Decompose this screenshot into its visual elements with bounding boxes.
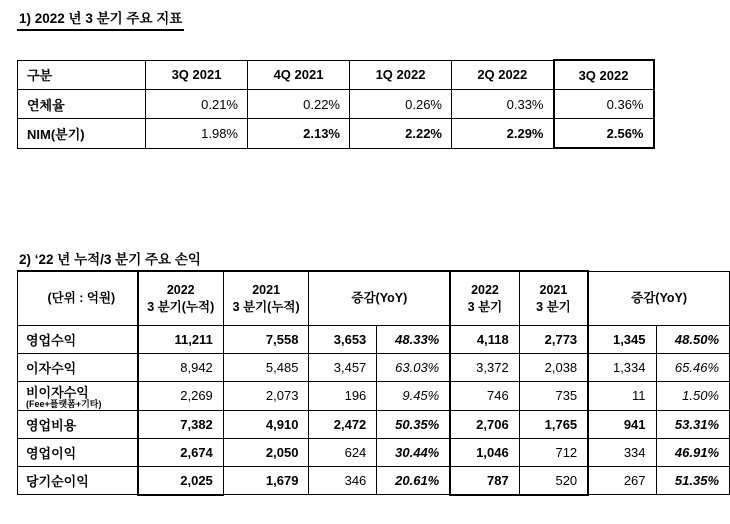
table2-row-1-q-2021: 2,038 bbox=[519, 354, 588, 382]
table2-row-2-cum-diff: 196 bbox=[309, 382, 377, 411]
section-2-title: 2) ‘22 년 누적/3 분기 주요 손익 bbox=[17, 251, 203, 272]
table2-row-2-label bbox=[18, 382, 138, 411]
table2-row-4-cum-2022: 2,674 bbox=[138, 438, 224, 466]
table2-header-q-2022-line2: 3 분기 bbox=[467, 299, 503, 314]
table1-header-4q2021: 4Q 2021 bbox=[248, 60, 350, 90]
table2-row-3-cum-2021: 4,910 bbox=[223, 410, 309, 438]
table2-row-3-q-2022: 2,706 bbox=[450, 410, 519, 438]
table1-row-1-col-1: 2.13% bbox=[248, 119, 350, 149]
table-row bbox=[18, 271, 730, 326]
table2-row-3-label: 영업비용 bbox=[18, 410, 138, 438]
table2-row-5-q-yoy: 51.35% bbox=[656, 466, 729, 495]
section-2-heading bbox=[17, 251, 203, 272]
table2-row-4-label: 영업이익 bbox=[18, 438, 138, 466]
section-1-heading bbox=[17, 10, 184, 31]
table2-header-q-yoy: 증감(YoY) bbox=[588, 271, 729, 326]
table2-row-1-q-yoy: 65.46% bbox=[656, 354, 729, 382]
table2-row-2-q-2022: 746 bbox=[450, 382, 519, 411]
table1-header-3q2021: 3Q 2021 bbox=[146, 60, 248, 90]
table2-row-3-q-2021: 1,765 bbox=[519, 410, 588, 438]
table2-row-0-q-yoy: 48.50% bbox=[656, 326, 729, 354]
table2-row-2-label-main: 비이자수익 bbox=[26, 385, 89, 400]
table1-row-0-label: 연체율 bbox=[18, 90, 146, 119]
table1-row-1-label: NIM(분기) bbox=[18, 119, 146, 149]
table2-row-4-q-2021: 712 bbox=[519, 438, 588, 466]
table2-header-q-2021-line2: 3 분기 bbox=[536, 299, 571, 314]
table1-row-1-col-3: 2.29% bbox=[452, 119, 554, 149]
table1-row-0-col-4: 0.36% bbox=[554, 90, 654, 119]
table2-row-0-q-diff: 1,345 bbox=[588, 326, 656, 354]
table2-row-0-label: 영업수익 bbox=[18, 326, 138, 354]
table-row bbox=[18, 60, 654, 90]
table2-row-4-q-diff: 334 bbox=[588, 438, 656, 466]
table2-row-0-cum-diff: 3,653 bbox=[309, 326, 377, 354]
table2-row-0-q-2022: 4,118 bbox=[450, 326, 519, 354]
table2-row-2-q-2021: 735 bbox=[519, 382, 588, 411]
table2-row-2-q-diff: 11 bbox=[588, 382, 656, 411]
table2-row-4-cum-diff: 624 bbox=[309, 438, 377, 466]
table1-header-category: 구분 bbox=[18, 60, 146, 90]
table2-row-1-q-diff: 1,334 bbox=[588, 354, 656, 382]
table-row bbox=[18, 410, 730, 438]
table1-row-1-col-0: 1.98% bbox=[146, 119, 248, 149]
table2-row-3-q-diff: 941 bbox=[588, 410, 656, 438]
table2-row-3-q-yoy: 53.31% bbox=[656, 410, 729, 438]
table2-row-1-cum-2021: 5,485 bbox=[223, 354, 309, 382]
table2-unit-label: (단위 : 억원) bbox=[18, 271, 138, 326]
table2-row-1-label: 이자수익 bbox=[18, 354, 138, 382]
table2-row-5-label: 당기순이익 bbox=[18, 466, 138, 495]
table2-row-1-cum-2022: 8,942 bbox=[138, 354, 224, 382]
table2-row-2-cum-2022: 2,269 bbox=[138, 382, 224, 411]
table2-row-5-cum-yoy: 20.61% bbox=[377, 466, 450, 495]
income-statement-table bbox=[17, 270, 730, 496]
table2-row-2-cum-yoy: 9.45% bbox=[377, 382, 450, 411]
table2-header-q-2022-line1: 2022 bbox=[471, 282, 499, 297]
table1-header-3q2022: 3Q 2022 bbox=[554, 60, 654, 90]
table2-header-cum-2021-line2: 3 분기(누적) bbox=[232, 299, 300, 314]
table2-row-3-cum-2022: 7,382 bbox=[138, 410, 224, 438]
table2-row-2-cum-2021: 2,073 bbox=[223, 382, 309, 411]
table2-row-1-cum-diff: 3,457 bbox=[309, 354, 377, 382]
table2-header-cum-2022-line2: 3 분기(누적) bbox=[147, 299, 215, 314]
table-row bbox=[18, 438, 730, 466]
table2-header-q-2021-line1: 2021 bbox=[539, 282, 568, 297]
table1-row-0-col-1: 0.22% bbox=[248, 90, 350, 119]
table2-row-5-q-2021: 520 bbox=[519, 466, 588, 495]
table2-row-5-cum-2022: 2,025 bbox=[138, 466, 224, 495]
table2-row-2-label-sub: (Fee+플랫폼+기타) bbox=[26, 399, 102, 409]
table2-row-2-q-yoy: 1.50% bbox=[656, 382, 729, 411]
table2-row-3-cum-diff: 2,472 bbox=[309, 410, 377, 438]
table1-row-0-col-0: 0.21% bbox=[146, 90, 248, 119]
table1-header-2q2022: 2Q 2022 bbox=[452, 60, 554, 90]
table2-row-5-q-diff: 267 bbox=[588, 466, 656, 495]
table-row bbox=[18, 326, 730, 354]
table2-header-cum-2022 bbox=[138, 271, 224, 326]
table2-row-4-cum-yoy: 30.44% bbox=[377, 438, 450, 466]
table2-row-0-cum-2021: 7,558 bbox=[223, 326, 309, 354]
table2-header-q-2021 bbox=[519, 271, 588, 326]
table2-header-q-2022 bbox=[450, 271, 519, 326]
table-row bbox=[18, 354, 730, 382]
table2-header-cum-yoy: 증감(YoY) bbox=[309, 271, 450, 326]
table1-row-1-col-4: 2.56% bbox=[554, 119, 654, 149]
table-row bbox=[18, 119, 654, 149]
table2-header-cum-2021-line1: 2021 bbox=[252, 282, 281, 297]
table2-row-4-q-yoy: 46.91% bbox=[656, 438, 729, 466]
table1-row-0-col-3: 0.33% bbox=[452, 90, 554, 119]
table2-row-0-cum-yoy: 48.33% bbox=[377, 326, 450, 354]
table1-row-0-col-2: 0.26% bbox=[350, 90, 452, 119]
section-1-title: 1) 2022 년 3 분기 주요 지표 bbox=[17, 10, 184, 31]
table1-row-1-col-2: 2.22% bbox=[350, 119, 452, 149]
table2-header-cum-2022-line1: 2022 bbox=[166, 282, 195, 297]
table2-row-1-cum-yoy: 63.03% bbox=[377, 354, 450, 382]
table-row bbox=[18, 466, 730, 495]
table2-header-cum-2021 bbox=[223, 271, 309, 326]
table2-row-5-q-2022: 787 bbox=[450, 466, 519, 495]
table2-row-4-cum-2021: 2,050 bbox=[223, 438, 309, 466]
key-indicators-table bbox=[17, 59, 655, 149]
table2-row-0-q-2021: 2,773 bbox=[519, 326, 588, 354]
table2-row-1-q-2022: 3,372 bbox=[450, 354, 519, 382]
table2-row-0-cum-2022: 11,211 bbox=[138, 326, 224, 354]
table2-row-3-cum-yoy: 50.35% bbox=[377, 410, 450, 438]
table-row bbox=[18, 382, 730, 411]
table1-header-1q2022: 1Q 2022 bbox=[350, 60, 452, 90]
table2-row-5-cum-diff: 346 bbox=[309, 466, 377, 495]
table2-row-4-q-2022: 1,046 bbox=[450, 438, 519, 466]
table2-row-5-cum-2021: 1,679 bbox=[223, 466, 309, 495]
table-row bbox=[18, 90, 654, 119]
